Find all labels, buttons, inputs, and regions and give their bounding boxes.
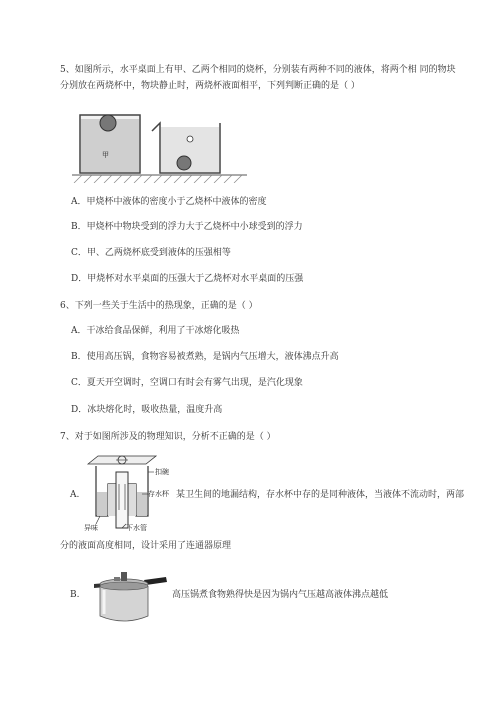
drain-label-cup: 存水杯: [148, 490, 169, 498]
q5-option-c: C．甲、乙两烧杯底受到液体的压强相等: [71, 248, 231, 258]
q7-option-a-text-line2: 分的液面高度相同，设计采用了连通器原理: [60, 541, 232, 551]
q7-floor-drain-figure: [82, 454, 177, 534]
drain-label-pipe: 下水管: [126, 524, 147, 532]
q5-option-d: D．甲烧杯对水平桌面的压强大于乙烧杯对水平桌面的压强: [71, 274, 304, 284]
q5-beaker-jia-label: 甲: [102, 151, 109, 159]
q7-option-b-letter: B.: [70, 590, 80, 600]
q5-beakers-figure: [72, 103, 247, 183]
q7-option-a-letter: A.: [70, 490, 80, 500]
q6-option-b: B．使用高压锅，食物容易被煮熟，是锅内气压增大，液体沸点升高: [71, 352, 339, 362]
q5-stem-line1: 5、如图所示，水平桌面上有甲、乙两个相同的烧杯，分别装有两种不同的液体，将两个相 同的物块: [60, 65, 456, 75]
q5-option-a: A．甲烧杯中液体的密度小于乙烧杯中液体的密度: [71, 197, 267, 207]
q7-stem: 7、对于如图所涉及的物理知识，分析不正确的是（ ）: [60, 432, 276, 442]
q6-stem: 6、下列一些关于生活中的热现象，正确的是（ ）: [60, 301, 258, 311]
q7-pressure-cooker-figure: [90, 566, 168, 626]
drain-label-smell: 异味: [84, 524, 98, 532]
q7-option-b-text: 高压锅煮食物熟得快是因为锅内气压越高液体沸点越低: [172, 590, 389, 600]
q6-option-c: C．夏天开空调时，空调口有时会有雾气出现，是汽化现象: [71, 378, 303, 388]
drain-label-cover: 扣碗: [155, 468, 169, 476]
q5-stem-line2: 分别放在两烧杯中，物块静止时，两烧杯液面相平，下列判断正确的是（ ）: [60, 81, 360, 91]
q6-option-d: D．冰块熔化时，吸收热量，温度升高: [71, 405, 223, 415]
q5-option-b: B．甲烧杯中物块受到的浮力大于乙烧杯中小球受到的浮力: [71, 222, 303, 232]
q6-option-a: A．干冰给食品保鲜，利用了干冰熔化吸热: [71, 326, 240, 336]
q7-option-a-text: 某卫生间的地漏结构，存水杯中存的是同种液体，当液体不流动时，两部: [176, 490, 465, 500]
